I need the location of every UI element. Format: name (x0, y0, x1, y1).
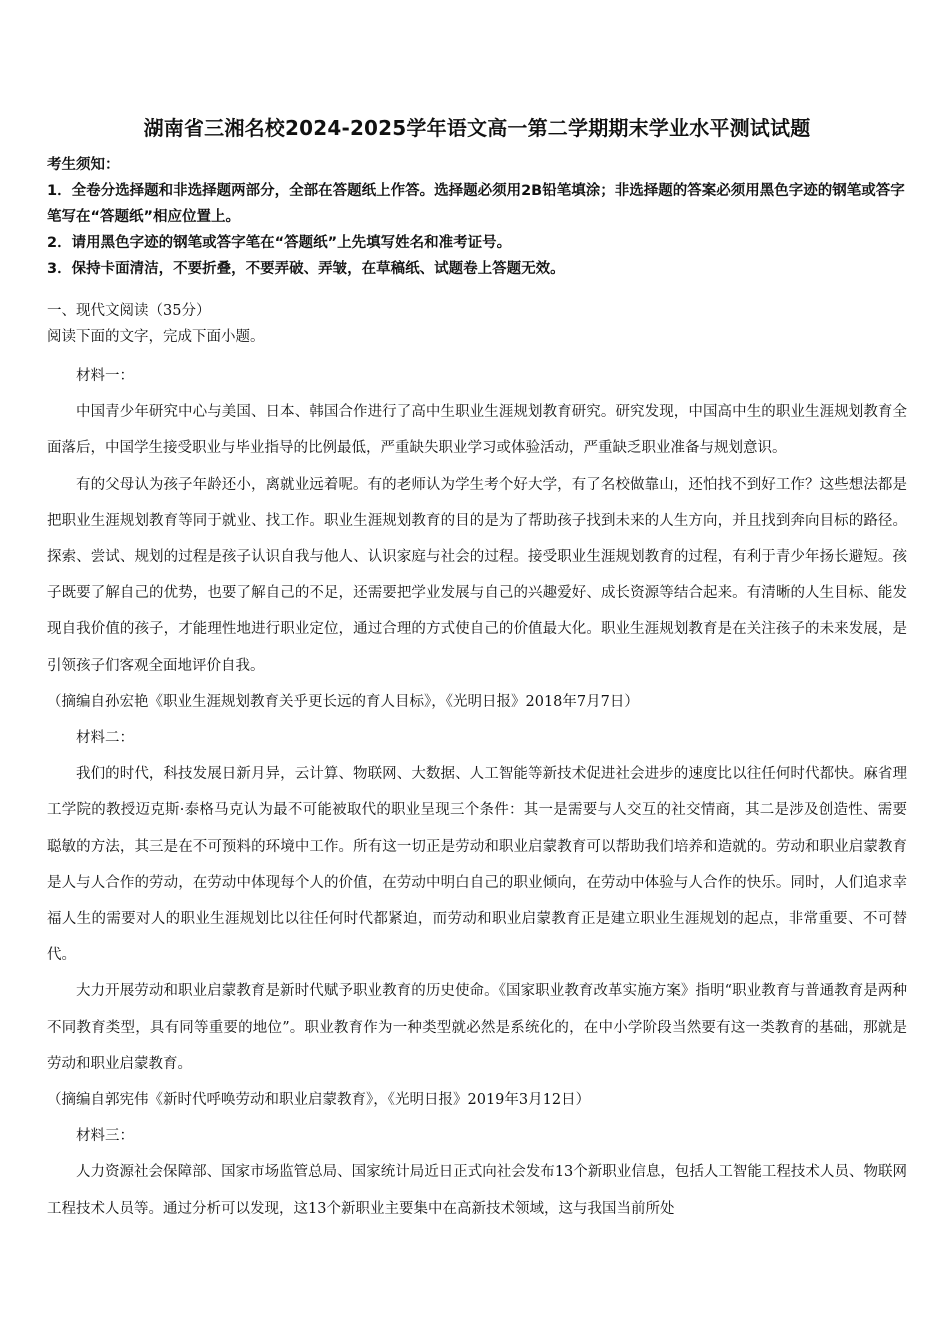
material-paragraph: 中国青少年研究中心与美国、日本、韩国合作进行了高中生职业生涯规划教育研究。研究发现，中国高中生的职业生涯规划教育全面落后，中国学生接受职业与毕业指导的比例最低，严重缺失职业学习或体验活动，严重缺乏职业准备与规划意识。 (47, 404, 907, 457)
material-paragraph: 大力开展劳动和职业启蒙教育是新时代赋予职业教育的历史使命。《国家职业教育改革实施方案》指明“职业教育与普通教育是两种不同教育类型，具有同等重要的地位”。职业教育作为一种类型就必然是系统化的，在中小学阶段当然要有这一类教育的基础，那就是劳动和职业启蒙教育。 (47, 983, 907, 1072)
candidate-notice (47, 152, 907, 282)
section-heading: 一、现代文阅读（35分） (47, 303, 211, 319)
section-header (47, 298, 907, 350)
material-paragraph: 有的父母认为孩子年龄还小，离就业远着呢。有的老师认为学生考个好大学，有了名校做靠山，还怕找不到好工作？这些想法都是把职业生涯规划教育等同于就业、找工作。职业生涯规划教育的目的是为了帮助孩子找到未来的人生方向，并且找到奔向目标的路径。探索、尝试、规划的过程是孩子认识自我与他人、认识家庭与社会的过程。接受职业生涯规划教育的过程，有利于青少年扬长避短。孩子既要了解自己的优势，也要了解自己的不足，还需要把学业发展与自己的兴趣爱好、成长资源等结合起来。有清晰的人生目标、能发现自我价值的孩子，才能理性地进行职业定位，通过合理的方式使自己的价值最大化。职业生涯规划教育是在关注孩子的未来发展，是引领孩子们客观全面地评价自我。 (47, 476, 907, 674)
notice-item: 1．全卷分选择题和非选择题两部分，全部在答题纸上作答。选择题必须用2B铅笔填涂；非选择题的答案必须用黑色字迹的钢笔或答字笔写在“答题纸”相应位置上。 (47, 183, 905, 225)
section-instruction: 阅读下面的文字，完成下面小题。 (47, 329, 265, 345)
material-label: 材料三： (76, 1128, 134, 1145)
material-label: 材料二： (76, 730, 134, 747)
material-citation: （摘编自孙宏艳《职业生涯规划教育关乎更长远的育人目标》，《光明日报》2018年7月7日） (47, 693, 639, 710)
notice-heading: 考生须知： (47, 157, 120, 173)
material-paragraph: 我们的时代，科技发展日新月异，云计算、物联网、大数据、人工智能等新技术促进社会进步的速度比以往任何时代都快。麻省理工学院的教授迈克斯·泰格马克认为最不可能被取代的职业呈现三个条件：其一是需要与人交互的社交情商，其二是涉及创造性、需要聪敏的方法，其三是在不可预料的环境中工作。所有这一切正是劳动和职业启蒙教育可以帮助我们培养和造就的。劳动和职业启蒙教育是人与人合作的劳动，在劳动中体现每个人的价值，在劳动中明白自己的职业倾向，在劳动中体验与人合作的快乐。同时，人们追求幸福人生的需要对人的职业生涯规划比以往任何时代都紧迫，而劳动和职业启蒙教育正是建立职业生涯规划的起点，非常重要、不可替代。 (47, 766, 907, 964)
material-citation: （摘编自郭宪伟《新时代呼唤劳动和职业启蒙教育》，《光明日报》2019年3月12日） (47, 1092, 591, 1109)
reading-materials (47, 358, 907, 1227)
material-paragraph: 人力资源社会保障部、国家市场监管总局、国家统计局近日正式向社会发布13个新职业信息，包括人工智能工程技术人员、物联网工程技术人员等。通过分析可以发现，这13个新职业主要集中在高新技术领域，这与我国当前所处 (47, 1164, 907, 1217)
material-label: 材料一： (76, 368, 134, 384)
notice-item: 3．保持卡面清洁，不要折叠，不要弄破、弄皱，在草稿纸、试题卷上答题无效。 (47, 261, 565, 277)
notice-item: 2．请用黑色字迹的钢笔或答字笔在“答题纸”上先填写姓名和准考证号。 (47, 235, 512, 251)
exam-title: 湖南省三湘名校2024-2025学年语文高一第二学期期末学业水平测试试题 (143, 116, 811, 140)
